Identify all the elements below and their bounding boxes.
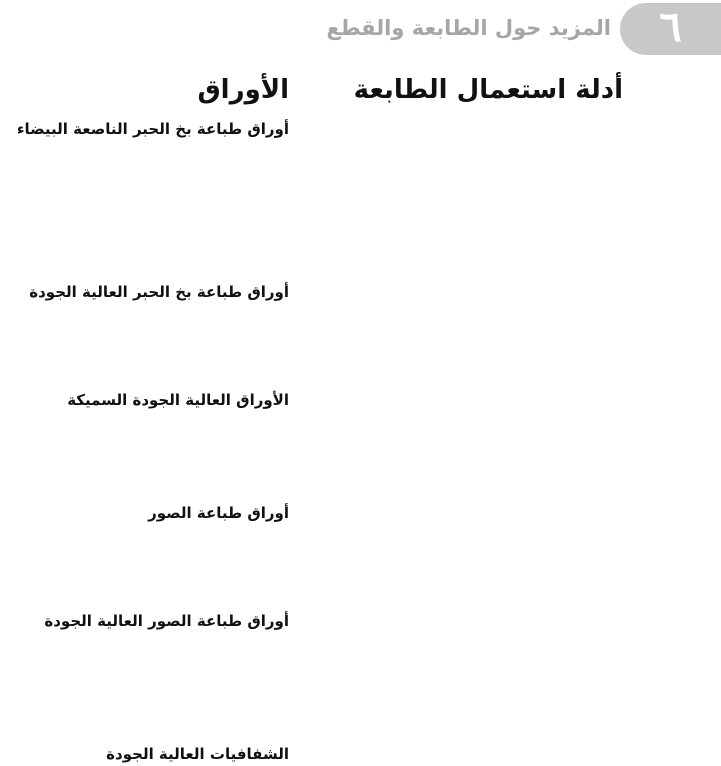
papers-heading: الأوراق (197, 75, 289, 105)
paper-item-high-quality-photo: أوراق طباعة الصور العالية الجودة (44, 612, 289, 630)
chapter-badge (620, 3, 721, 55)
paper-item-bright-white-inkjet: أوراق طباعة بخ الحبر الناصعة البيضاء (16, 120, 289, 138)
section-title: أدلة استعمال الطابعة (353, 75, 623, 105)
chapter-title: المزيد حول الطابعة والقطع (326, 16, 611, 40)
chapter-number: ٦ (659, 2, 682, 51)
paper-item-photo: أوراق طباعة الصور (148, 504, 289, 522)
paper-item-heavyweight-high-quality: الأوراق العالية الجودة السميكة (67, 391, 289, 409)
paper-item-high-quality-inkjet: أوراق طباعة بخ الحبر العالية الجودة (29, 283, 289, 301)
paper-item-high-quality-transparency: الشفافيات العالية الجودة (106, 745, 289, 763)
